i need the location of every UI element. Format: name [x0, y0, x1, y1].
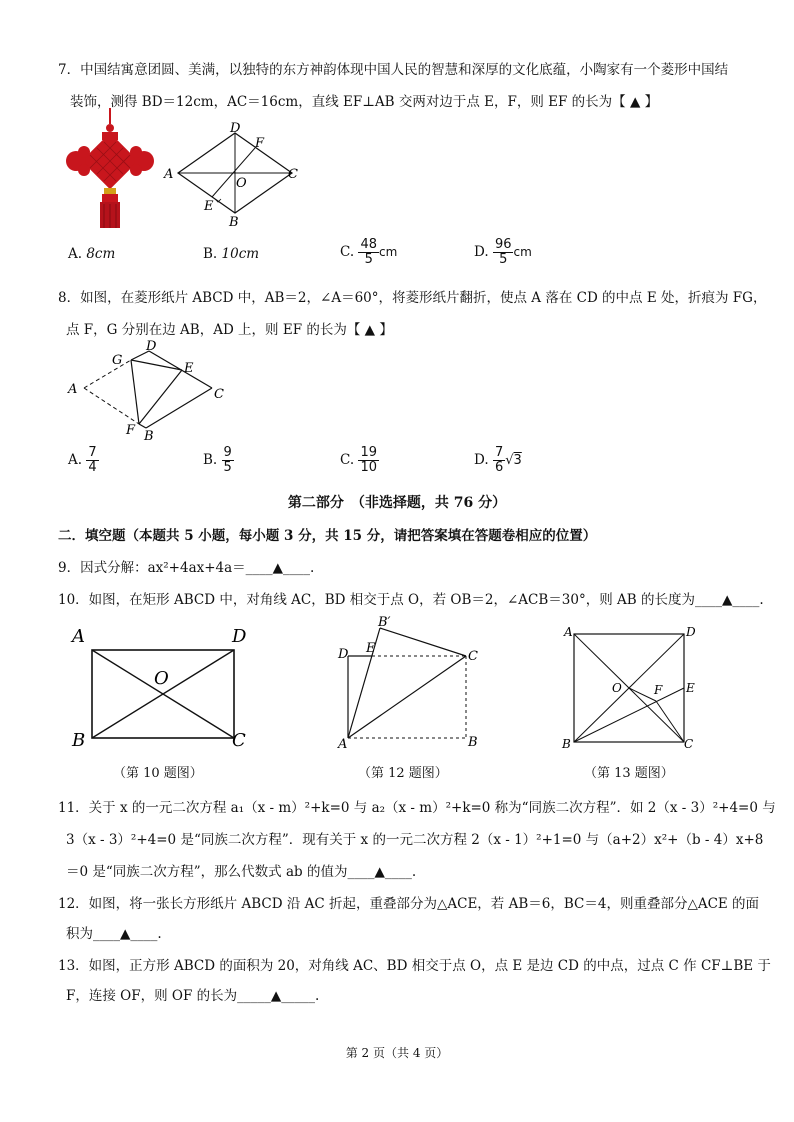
- fig10-label-C: C: [232, 730, 246, 751]
- q8-line1: 8．如图，在菱形纸片 ABCD 中，AB＝2，∠A＝60°，将菱形纸片翻折，使点 A 落在 CD 的中点 E 处，折痕为 FG，: [58, 290, 767, 306]
- q8-fold-figure: [64, 338, 234, 444]
- fig12-label-D: D: [338, 647, 349, 662]
- q8-label-D: D: [146, 339, 157, 354]
- fig12-label-B: B: [468, 735, 478, 750]
- q7-choice-a: A. 8cm: [68, 246, 116, 262]
- fig12-label-Bprime: B′: [378, 615, 391, 630]
- q11-line2: 3（x - 3）²+4=0 是“同族二次方程”．现有关于 x 的一元二次方程 2（x - 1）²+1=0 与（a+2）x²+（b - 4）x+8: [66, 832, 764, 848]
- q8-label-C: C: [214, 387, 224, 402]
- q13-line1: 13．如图，正方形 ABCD 的面积为 20，对角线 AC、BD 相交于点 O，点 E 是边 CD 的中点，过点 C 作 CF⊥BE 于: [58, 958, 771, 974]
- q8-label-A: A: [68, 382, 78, 397]
- q7-rhombus-figure: [160, 118, 310, 230]
- q8-choice-d: D. $\frac{7}{6}$ √3: [474, 445, 522, 475]
- q12-line1: 12．如图，将一张长方形纸片 ABCD 沿 AC 折起，重叠部分为△ACE，若 AB＝6，BC＝4，则重叠部分△ACE 的面: [58, 896, 760, 912]
- q8-label-G: G: [112, 353, 123, 368]
- q8-choice-c: C. $\frac{19}{10}$: [340, 445, 377, 475]
- part2-title: 第二部分 （非选择题，共 76 分）: [287, 495, 507, 511]
- section-fill-in-heading: 二．填空题（本题共 5 小题，每小题 3 分，共 15 分，请把答案填在答题卷相应的位置）: [58, 528, 597, 544]
- q13-line2: F，连接 OF，则 OF 的长为_____▲_____.: [66, 988, 320, 1004]
- fig13-label-C: C: [684, 737, 694, 751]
- q7-choice-d: D. $\frac{96}{5}$ cm: [474, 237, 532, 267]
- q7-label-F: F: [255, 136, 265, 151]
- q7-label-B: B: [229, 215, 239, 230]
- page-footer: 第 2 页（共 4 页）: [345, 1046, 449, 1060]
- fig13-label-A: A: [564, 625, 573, 639]
- fig10-caption: （第 10 题图）: [113, 766, 203, 781]
- q7-label-E: E: [204, 199, 214, 214]
- q8-choice-a: A. $\frac{7}{4}$: [68, 445, 97, 475]
- q7-line1: 7．中国结寓意团圆、美满，以独特的东方神韵体现中国人民的智慧和深厚的文化底蕴，小陶家有一个菱形中国结: [58, 62, 729, 78]
- q7-label-A: A: [164, 167, 174, 182]
- fig12-label-C: C: [468, 649, 478, 664]
- fig13-square: [560, 620, 710, 754]
- fig10-label-D: D: [232, 626, 247, 647]
- q8-label-F: F: [126, 423, 136, 438]
- q11-line3: ＝0 是“同族二次方程”，那么代数式 ab 的值为____▲____.: [66, 864, 417, 880]
- q7-choice-d-fraction: $\frac{96}{5}$: [494, 237, 512, 267]
- fig13-label-E: E: [686, 681, 695, 695]
- q9-text: 9．因式分解：ax²+4ax+4a＝____▲____.: [58, 560, 315, 576]
- fig13-label-D: D: [686, 625, 696, 639]
- q7-line2: 装饰，测得 BD＝12cm，AC＝16cm，直线 EF⊥AB 交两对边于点 E，F，则 EF 的长为【 ▲ 】: [70, 94, 659, 110]
- q7-choice-c-fraction: $\frac{48}{5}$: [360, 237, 377, 267]
- q8-choice-b: B. $\frac{9}{5}$: [203, 445, 232, 475]
- q7-label-D: D: [230, 121, 241, 136]
- fig13-label-F: F: [654, 683, 663, 697]
- fig12-caption: （第 12 题图）: [358, 766, 448, 781]
- q7-choice-b: B. 10cm: [203, 246, 260, 262]
- fig12-label-E: E: [366, 641, 376, 656]
- fig10-rectangle: [66, 620, 256, 752]
- fig10-label-A: A: [72, 626, 85, 647]
- fig12-folded-rectangle: [332, 612, 492, 752]
- q7-label-C: C: [288, 167, 298, 182]
- fig13-caption: （第 13 题图）: [584, 766, 674, 781]
- fig10-label-B: B: [72, 730, 86, 751]
- q11-line1: 11．关于 x 的一元二次方程 a₁（x - m）²+k=0 与 a₂（x - m）²+k=0 称为“同族二次方程”．如 2（x - 3）²+4=0 与: [58, 800, 776, 816]
- fig12-label-A: A: [338, 737, 348, 752]
- q12-line2: 积为____▲____.: [66, 926, 162, 942]
- q10-text: 10．如图，在矩形 ABCD 中，对角线 AC，BD 相交于点 O，若 OB＝2，∠ACB＝30°，则 AB 的长度为____▲____.: [58, 592, 764, 608]
- q7-label-O: O: [236, 176, 247, 191]
- chinese-knot-image: [64, 108, 156, 234]
- fig13-label-B: B: [562, 737, 571, 751]
- fig13-label-O: O: [612, 681, 622, 695]
- fig10-label-O: O: [154, 668, 169, 689]
- q8-line2: 点 F，G 分别在边 AB，AD 上，则 EF 的长为【 ▲ 】: [66, 322, 393, 338]
- q7-choice-c: C. $\frac{48}{5}$ cm: [340, 237, 398, 267]
- q8-label-E: E: [184, 361, 194, 376]
- q8-label-B: B: [144, 429, 154, 444]
